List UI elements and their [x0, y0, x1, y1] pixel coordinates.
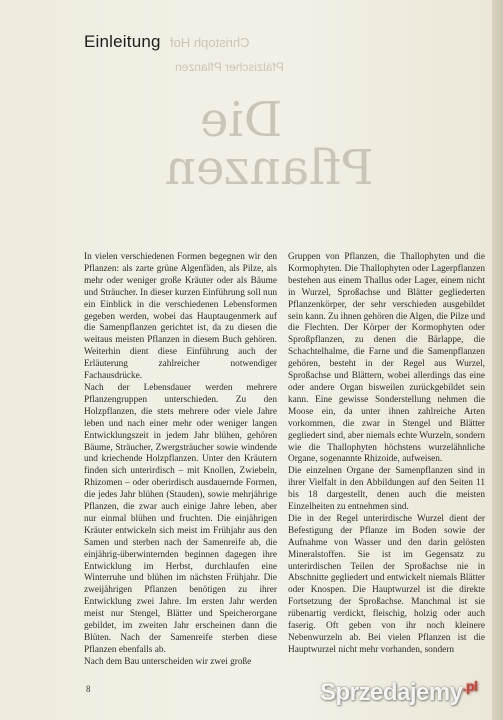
show-through-text: Christoph Hof	[170, 35, 250, 50]
chapter-heading: Einleitung	[84, 32, 161, 51]
watermark-text: Sprzedajemy	[320, 679, 463, 706]
paragraph: Die in der Regel unterirdische Wurzel dient der Befestigung der Pflanze im Boden sowie der Aufnahme von Wasser und den darin gelösten Mineralstoffen. Sie ist im Gegensatz zu unterirdischen Teilen der Sproßachse nie in Abschnitte gegliedert und entwickelt niemals Blätter oder Knospen. Die Hauptwurzel ist die direkte Fortsetzung der Sproßachse. Manchmal ist sie rübenartig verdickt, fleischig, holzig oder auch faserig. Oft geben von ihr noch kleinere Nebenwurzeln ab. Bei vielen Pflanzen ist die Hauptwurzel nicht mehr vorhanden, sondern	[288, 513, 485, 655]
paragraph: Gruppen von Pflanzen, die Thallophyten und die Kormophyten. Die Thallophyten oder Lagerpflanzen bestehen aus einem Thallus oder Lager, einem nicht in Wurzel, Sproßachse und Blätter gegliederten Pflanzenkörper, der sehr verschieden ausgebildet sein kann. Zu ihnen gehören die Algen, die Pilze und die Flechten. Der Körper der Kormophyten oder Sproßpflanzen, zu denen die Bärlappe, die Schachtelhalme, die Farne und die Samenpflanzen gehören, besteht in der Regel aus Wurzel, Sproßachse und Blättern, wobei allerdings das eine oder andere Organ bisweilen zurückgebildet sein kann. Eine gewisse Sonderstellung nehmen die Moose ein, da unter ihnen zahlreiche Arten vorkommen, die zwar in Stengel und Blätter gegliedert sind, aber niemals echte Wurzeln, sondern wie die Thallophyten höchstens wurzelähnliche Organe, sogenannte Rhizoide, aufweisen.	[288, 252, 485, 465]
paragraph: In vielen verschiedenen Formen begegnen wir den Pflanzen: als zarte grüne Algenfäden, als Pilze, als mehr oder weniger große Kräuter oder als Bäume und Sträucher. In dieser kurzen Einführung soll nun ein Einblick in die verschiedenen Lebensformen gegeben werden, wobei das Hauptaugenmerk auf die Samenpflanzen gerichtet ist, da zu diesen die weitaus meisten Pflanzen in diesem Buch gehören. Weiterhin dient diese Einführung auch der Erläuterung zahlreicher notwendiger Fachausdrücke.	[84, 252, 277, 382]
paragraph: Nach der Lebensdauer werden mehrere Pflanzengruppen unterschieden. Zu den Holzpflanzen, die stets mehrere oder viele Jahre leben und nach einer mehr oder weniger langen Entwicklungszeit in jedem Jahr blühen, gehören Bäume, Sträucher, Zwergsträucher sowie windende und kriechende Holzpflanzen. Unter den Kräutern finden sich unterirdisch – mit Knollen, Zwiebeln, Rhizomen – oder oberirdisch ausdauernde Formen, die jedes Jahr blühen (Stauden), sowie mehrjährige Pflanzen, die zwar auch einige Jahre leben, aber nur einmal blühen und fruchten. Die einjährigen Kräuter entwickeln sich meist im Frühjahr aus den Samen und sterben nach der Samenreife ab, die einjährig-überwinternden beginnen dagegen ihre Entwicklung im Herbst, durchlaufen eine Winterruhe und blühen im nächsten Frühjahr. Die zweijährigen Pflanzen benötigen zu ihrer Entwicklung zwei Jahre. Im ersten Jahr werden meist nur Stengel, Blätter und Speicherorgane gebildet, im zweiten Jahr erscheinen dann die Blüten. Nach der Samenreife sterben diese Pflanzen ebenfalls ab.	[84, 382, 277, 655]
watermark-logo	[320, 678, 477, 707]
paragraph: Nach dem Bau unterscheiden wir zwei große	[84, 656, 252, 667]
show-through-title: Pflanzen	[165, 140, 374, 196]
right-text-column	[288, 252, 485, 657]
show-through-title: Die	[200, 92, 283, 148]
page-number: 8	[86, 684, 91, 694]
page-edge	[492, 0, 503, 720]
paragraph: Die einzelnen Organe der Samenpflanzen sind in ihrer Vielfalt in den Abbildungen auf den Seiten 11 bis 18 dargestellt, denen auch die meisten Einzelheiten zu entnehmen sind.	[288, 466, 485, 513]
left-text-column	[84, 252, 277, 669]
watermark-suffix: .pl	[462, 678, 478, 694]
show-through-text: Pfälzischer Pflanzen	[175, 60, 284, 74]
